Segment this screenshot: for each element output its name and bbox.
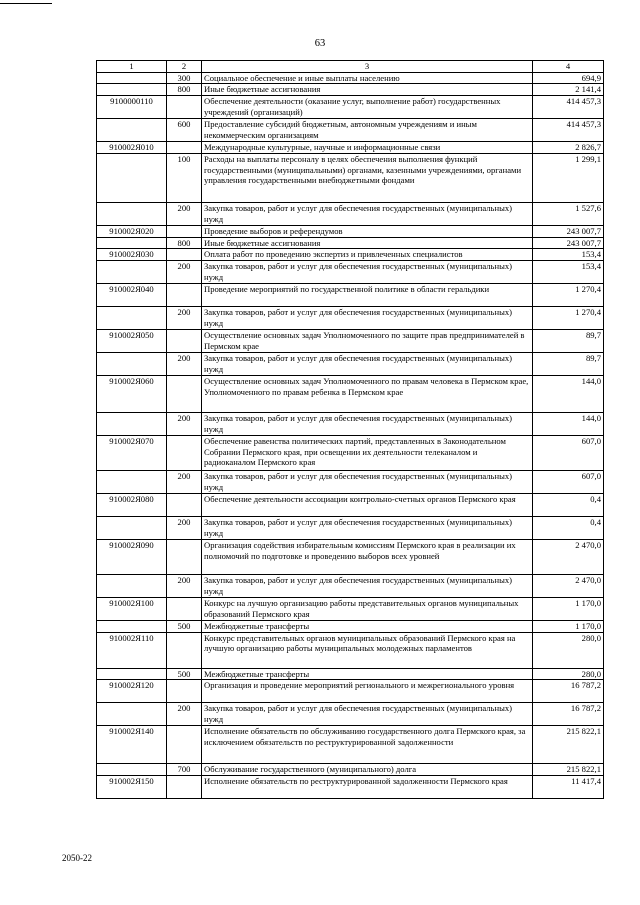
table-row — [97, 620, 604, 632]
cell-code: 910002Я030 — [97, 249, 167, 261]
cell-expense-type: 200 — [167, 412, 202, 435]
cell-name: Международные культурные, научные и информационные связи — [202, 142, 533, 154]
cell-code: 910002Я060 — [97, 375, 167, 412]
table-body — [97, 72, 604, 798]
cell-amount: 215 822,1 — [533, 764, 604, 776]
cell-expense-type — [167, 249, 202, 261]
cell-code — [97, 470, 167, 493]
cell-expense-type — [167, 225, 202, 237]
cell-name: Иные бюджетные ассигнования — [202, 84, 533, 96]
cell-code — [97, 620, 167, 632]
cell-name: Межбюджетные трансферты — [202, 620, 533, 632]
cell-amount: 243 007,7 — [533, 225, 604, 237]
cell-name: Проведение выборов и референдумов — [202, 225, 533, 237]
table-row — [97, 632, 604, 668]
table-row — [97, 764, 604, 776]
cell-name: Закупка товаров, работ и услуг для обеспечения государственных (муниципальных) нужд — [202, 352, 533, 375]
cell-name: Организация содействия избирательным комиссиям Пермского края в реализации их полномочий по подготовке и проведению выборов всех уровней — [202, 539, 533, 574]
cell-amount: 0,4 — [533, 516, 604, 539]
cell-code — [97, 764, 167, 776]
cell-amount: 2 470,0 — [533, 539, 604, 574]
cell-amount: 1 170,0 — [533, 597, 604, 620]
cell-code: 9100000110 — [97, 96, 167, 119]
cell-expense-type: 500 — [167, 620, 202, 632]
cell-amount: 1 270,4 — [533, 306, 604, 329]
cell-code: 910002Я070 — [97, 435, 167, 470]
cell-expense-type — [167, 329, 202, 352]
cell-name: Закупка товаров, работ и услуг для обеспечения государственных (муниципальных) нужд — [202, 574, 533, 597]
cell-name: Проведение мероприятий по государственной политике в области геральдики — [202, 283, 533, 306]
cell-name: Осуществление основных задач Уполномоченного по правам человека в Пермском крае, Уполномоченного по правам ребенка в Пермском крае — [202, 375, 533, 412]
cell-name: Социальное обеспечение и иные выплаты населению — [202, 72, 533, 84]
cell-expense-type: 200 — [167, 574, 202, 597]
cell-amount: 607,0 — [533, 470, 604, 493]
table-row — [97, 142, 604, 154]
cell-code — [97, 119, 167, 142]
cell-code — [97, 72, 167, 84]
cell-amount: 215 822,1 — [533, 726, 604, 764]
cell-name: Оплата работ по проведению экспертиз и привлеченных специалистов — [202, 249, 533, 261]
cell-expense-type: 600 — [167, 119, 202, 142]
cell-code — [97, 237, 167, 249]
cell-name: Закупка товаров, работ и услуг для обеспечения государственных (муниципальных) нужд — [202, 470, 533, 493]
cell-name: Закупка товаров, работ и услуг для обеспечения государственных (муниципальных) нужд — [202, 202, 533, 225]
cell-expense-type — [167, 680, 202, 703]
cell-expense-type — [167, 375, 202, 412]
cell-expense-type: 500 — [167, 668, 202, 680]
cell-expense-type: 200 — [167, 260, 202, 283]
cell-expense-type — [167, 632, 202, 668]
table-row — [97, 668, 604, 680]
cell-name: Конкурс на лучшую организацию работы представительных органов муниципальных образований Пермского края — [202, 597, 533, 620]
table-header-row — [97, 61, 604, 73]
cell-name: Обеспечение деятельности (оказание услуг, выполнение работ) государственных учреждений (организаций) — [202, 96, 533, 119]
table-row — [97, 776, 604, 799]
cell-expense-type: 300 — [167, 72, 202, 84]
cell-code — [97, 84, 167, 96]
table-row — [97, 470, 604, 493]
cell-expense-type — [167, 283, 202, 306]
table-row — [97, 412, 604, 435]
footer-code: 2050-22 — [62, 853, 92, 863]
cell-expense-type: 800 — [167, 84, 202, 96]
top-rule — [0, 3, 52, 4]
cell-code — [97, 516, 167, 539]
cell-expense-type — [167, 597, 202, 620]
cell-code — [97, 202, 167, 225]
table-row — [97, 493, 604, 516]
cell-amount: 280,0 — [533, 632, 604, 668]
cell-amount: 11 417,4 — [533, 776, 604, 799]
cell-code: 910002Я100 — [97, 597, 167, 620]
cell-expense-type: 700 — [167, 764, 202, 776]
cell-code: 910002Я050 — [97, 329, 167, 352]
cell-amount: 607,0 — [533, 435, 604, 470]
cell-expense-type: 200 — [167, 202, 202, 225]
cell-name: Закупка товаров, работ и услуг для обеспечения государственных (муниципальных) нужд — [202, 703, 533, 726]
cell-expense-type: 200 — [167, 352, 202, 375]
table-row — [97, 703, 604, 726]
cell-code: 910002Я020 — [97, 225, 167, 237]
cell-name: Закупка товаров, работ и услуг для обеспечения государственных (муниципальных) нужд — [202, 260, 533, 283]
cell-expense-type: 200 — [167, 703, 202, 726]
table-row — [97, 119, 604, 142]
cell-amount: 2 826,7 — [533, 142, 604, 154]
table-row — [97, 329, 604, 352]
table-row — [97, 260, 604, 283]
cell-amount: 153,4 — [533, 260, 604, 283]
cell-code — [97, 574, 167, 597]
cell-code: 910002Я090 — [97, 539, 167, 574]
table-row — [97, 306, 604, 329]
cell-amount: 1 270,4 — [533, 283, 604, 306]
cell-name: Исполнение обязательств по реструктурированной задолженности Пермского края — [202, 776, 533, 799]
table-row — [97, 375, 604, 412]
cell-expense-type — [167, 726, 202, 764]
table-row — [97, 574, 604, 597]
cell-amount: 694,9 — [533, 72, 604, 84]
table-row — [97, 84, 604, 96]
cell-amount: 414 457,3 — [533, 119, 604, 142]
cell-name: Обеспечение деятельности ассоциации контрольно-счетных органов Пермского края — [202, 493, 533, 516]
cell-code: 910002Я080 — [97, 493, 167, 516]
column-header-expense-type: 2 — [167, 61, 202, 73]
cell-name: Организация и проведение мероприятий регионального и межрегионального уровня — [202, 680, 533, 703]
cell-code — [97, 668, 167, 680]
table-row — [97, 516, 604, 539]
cell-expense-type — [167, 435, 202, 470]
cell-name: Закупка товаров, работ и услуг для обеспечения государственных (муниципальных) нужд — [202, 516, 533, 539]
table-row — [97, 72, 604, 84]
cell-amount: 280,0 — [533, 668, 604, 680]
cell-amount: 89,7 — [533, 329, 604, 352]
cell-code — [97, 153, 167, 202]
cell-name: Конкурс представительных органов муниципальных образований Пермского края на лучшую организацию работы муниципальных молодежных парламентов — [202, 632, 533, 668]
cell-expense-type: 800 — [167, 237, 202, 249]
cell-name: Обслуживание государственного (муниципального) долга — [202, 764, 533, 776]
cell-expense-type — [167, 776, 202, 799]
cell-name: Исполнение обязательств по обслуживанию государственного долга Пермского края, за исключением обязательств по реструктурированной задолженности — [202, 726, 533, 764]
cell-name: Закупка товаров, работ и услуг для обеспечения государственных (муниципальных) нужд — [202, 306, 533, 329]
cell-code: 910002Я150 — [97, 776, 167, 799]
table-row — [97, 680, 604, 703]
table-row — [97, 597, 604, 620]
cell-name: Межбюджетные трансферты — [202, 668, 533, 680]
cell-amount: 2 470,0 — [533, 574, 604, 597]
cell-expense-type — [167, 539, 202, 574]
cell-code — [97, 260, 167, 283]
table-row — [97, 153, 604, 202]
cell-amount: 243 007,7 — [533, 237, 604, 249]
table-row — [97, 225, 604, 237]
cell-code: 910002Я010 — [97, 142, 167, 154]
cell-name: Иные бюджетные ассигнования — [202, 237, 533, 249]
cell-code: 910002Я110 — [97, 632, 167, 668]
table-row — [97, 249, 604, 261]
cell-amount: 153,4 — [533, 249, 604, 261]
column-header-name: 3 — [202, 61, 533, 73]
cell-expense-type: 200 — [167, 516, 202, 539]
cell-amount: 144,0 — [533, 375, 604, 412]
cell-amount: 89,7 — [533, 352, 604, 375]
cell-code: 910002Я120 — [97, 680, 167, 703]
cell-expense-type: 200 — [167, 306, 202, 329]
cell-code — [97, 703, 167, 726]
table-row — [97, 283, 604, 306]
cell-code: 910002Я040 — [97, 283, 167, 306]
cell-name: Расходы на выплаты персоналу в целях обеспечения выполнения функций государственными (муниципальными) органами, казенными учреждениями, органами управления государственными внебюджетными фондами — [202, 153, 533, 202]
cell-amount: 144,0 — [533, 412, 604, 435]
cell-name: Обеспечение равенства политических партий, представленных в Законодательном Собрании Пермского края, при освещении их деятельности телеканалом и радиоканалом Пермского края — [202, 435, 533, 470]
cell-amount: 1 527,6 — [533, 202, 604, 225]
table-row — [97, 726, 604, 764]
cell-amount: 414 457,3 — [533, 96, 604, 119]
cell-amount: 2 141,4 — [533, 84, 604, 96]
cell-amount: 16 787,2 — [533, 703, 604, 726]
cell-name: Закупка товаров, работ и услуг для обеспечения государственных (муниципальных) нужд — [202, 412, 533, 435]
table-row — [97, 435, 604, 470]
table-row — [97, 352, 604, 375]
cell-amount: 1 170,0 — [533, 620, 604, 632]
column-header-code: 1 — [97, 61, 167, 73]
cell-code — [97, 412, 167, 435]
table-row — [97, 237, 604, 249]
cell-name: Предоставление субсидий бюджетным, автономным учреждениям и иным некоммерческим организациям — [202, 119, 533, 142]
budget-table — [96, 60, 604, 799]
cell-amount: 0,4 — [533, 493, 604, 516]
cell-expense-type — [167, 142, 202, 154]
cell-expense-type: 200 — [167, 470, 202, 493]
table-row — [97, 202, 604, 225]
cell-name: Осуществление основных задач Уполномоченного по защите прав предпринимателей в Пермском крае — [202, 329, 533, 352]
cell-expense-type — [167, 493, 202, 516]
cell-code: 910002Я140 — [97, 726, 167, 764]
cell-code — [97, 352, 167, 375]
column-header-amount: 4 — [533, 61, 604, 73]
cell-expense-type: 100 — [167, 153, 202, 202]
table-row — [97, 539, 604, 574]
page-number: 63 — [314, 38, 326, 49]
cell-amount: 16 787,2 — [533, 680, 604, 703]
cell-code — [97, 306, 167, 329]
cell-expense-type — [167, 96, 202, 119]
cell-amount: 1 299,1 — [533, 153, 604, 202]
table-row — [97, 96, 604, 119]
